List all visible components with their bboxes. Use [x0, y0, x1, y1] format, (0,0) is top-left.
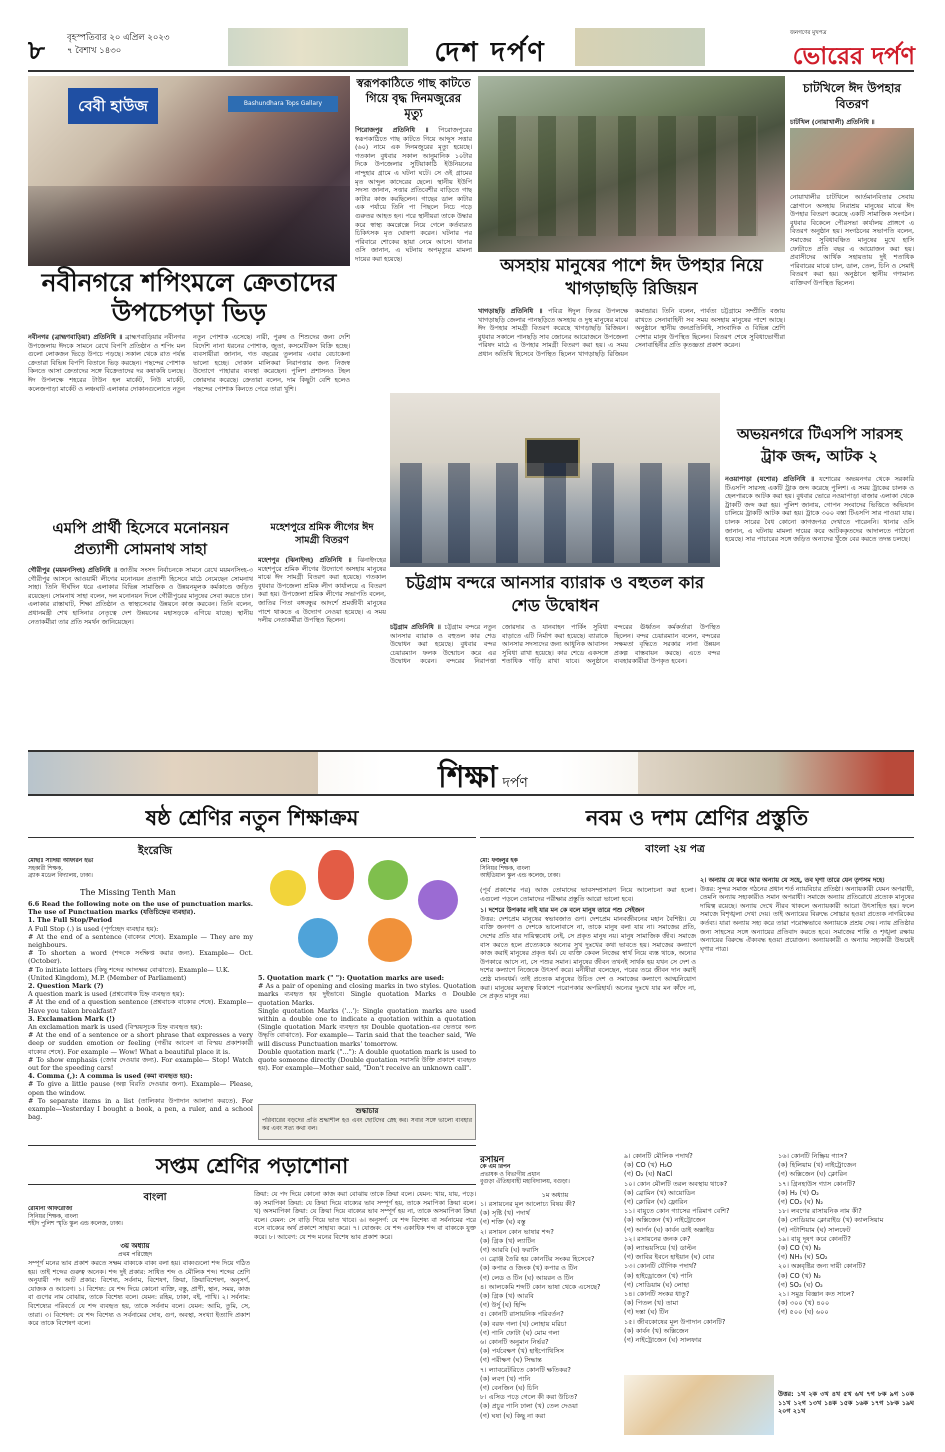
text-line: (ক) প্রচুর পানি ঢালা (খ) তেল দেওয়া	[480, 1402, 578, 1411]
ninth-teacher-role: সিনিয়র শিক্ষক, বাংলা	[480, 865, 530, 872]
text-line: (ক) H₂ (খ) O₂	[778, 1188, 819, 1197]
text-line: (ক) CO (খ) N₂	[778, 1271, 821, 1280]
chem-questions-col3	[778, 1152, 914, 1388]
text-line: ১৮। লবণের রাসায়নিক নাম কী?	[778, 1207, 862, 1216]
text-line: (ক) হাইড্রোজেন (খ) পানি	[624, 1271, 693, 1280]
abhaynagar-byline: নওয়াপাড়া (যশোর) প্রতিনিধি ॥	[725, 475, 815, 483]
ninth-school: আইডিয়াল স্কুল এন্ড কলেজ, ঢাকা।	[480, 873, 561, 879]
ninth-teacher	[480, 858, 680, 884]
khagrachari-photo	[478, 76, 785, 252]
text-line: (গ) বেনজিন (ঘ) চিনি	[480, 1384, 539, 1393]
swarupkathi-byline: পিরোজপুর প্রতিনিধি ॥	[355, 126, 429, 134]
sixth-content	[28, 900, 253, 1138]
chatkhil-body	[790, 193, 914, 419]
date-bangla: ৭ বৈশাখ ১৪৩০	[67, 46, 122, 56]
soldier-figures	[498, 116, 758, 236]
banner-photo-left	[28, 752, 318, 794]
text-line: (গ) সোডিয়াম (ঘ) লোহা	[624, 1280, 689, 1289]
nabinagar-body	[28, 333, 350, 511]
seventh-school: শহীদ পুলিশ স্মৃতি স্কুল এন্ড কলেজ, ঢাকা।	[28, 1221, 123, 1227]
text-line: (গ) অক্সিজেন (ঘ) ক্লোরিন	[778, 1170, 848, 1179]
text-line: ৭। ল্যাবরেটরিতে কোনটি ক্ষতিকর?	[480, 1365, 571, 1374]
text-line: # To give a little pause (অল্প বিরতি দেওয়ার জন্য). Example— Please, open the window.	[28, 1080, 253, 1097]
khagrachari-byline: খাগড়াছড়ি প্রতিনিধি ॥	[478, 307, 543, 315]
text-line: (গ) আরবি (ঘ) ফরাসি	[480, 1246, 539, 1255]
text-line: # At the end of a sentence (বাক্যের শেষে). Example — They are my neighbours.	[28, 932, 253, 950]
sixth-teacher-role: সহকারী শিক্ষক,	[28, 865, 63, 872]
shopping-mall-photo	[28, 76, 350, 266]
crowd-silhouette	[28, 186, 350, 266]
text-line: ৫। কোনটি রাসায়নিক পরিবর্তন?	[480, 1310, 564, 1319]
page-number: ৮	[28, 36, 45, 66]
khagrachari-text: পবিত্র ঈদুল ফিতর উপলক্ষে খাগড়াছড়ি জেলার পানছড়িতে অসহায় ও দুস্থ মানুষের মাঝে ঈদ উপহার সামগ্রী বিতরণ করেছে খাগড়াছড়ি রিজিয়ন। বুধবার সকালে পানছড়ি সাব জোনের আয়োজনে উপজেলা পরিষদ মাঠে এ উপহার সামগ্রী বিতরণ করা হয়। এ সময় প্রধান অতিথি হিসেবে উপস্থিত ছিলেন খাগড়াছড়ি রিজিয়ন কমান্ডার। তিনি বলেন, পার্বত্য চট্টগ্রামে সম্প্রীতি বজায় রাখতে সেনাবাহিনী সব সময় অসহায় মানুষের পাশে আছে। অনুষ্ঠানে স্থানীয় জনপ্রতিনিধি, সাংবাদিক ও বিভিন্ন শ্রেণি পেশার মানুষ উপস্থিত ছিলেন। বিতরণ শেষে সুবিধাভোগীরা সেনাবাহিনীর প্রতি কৃতজ্ঞতা প্রকাশ করেন।	[478, 307, 785, 358]
text-line: (গ) দস্তা (ঘ) টিন	[624, 1308, 669, 1317]
sixth-teacher-name: মোছাঃ সাদিয়া আফরিন ইভা	[28, 858, 94, 864]
text-line: ৬। কোনটি অনুমান নির্ভর?	[480, 1338, 549, 1347]
text-line: (গ) আর্গন (ঘ) কার্বন ডাই অক্সাইড	[624, 1225, 715, 1234]
somnath-text: জাতীয় সংসদ নির্বাচনকে সামনে রেখে ময়মনসিংহ-৩ গৌরীপুর আসনে আওয়ামী লীগের মনোনয়ন প্রত্যাশী হিসেবে মাঠে নেমেছেন সোমনাথ সাহা। তিনি দীর্ঘদিন ধরে এলাকার বিভিন্ন সামাজিক ও উন্নয়নমূলক কর্মকাণ্ডে জড়িত রয়েছেন। সোমনাথ সাহা বলেন, দল মনোনয়ন দিলে গৌরীপুরের মানুষের সেবা করতে চান। এলাকার রাস্তাঘাট, শিক্ষা প্রতিষ্ঠান ও স্বাস্থ্যসেবার উন্নয়নে কাজ করবেন। তিনি বলেন, প্রধানমন্ত্রী শেখ হাসিনার নেতৃত্বে দেশ উন্নয়নের মহাসড়কে এগিয়ে যাচ্ছে। স্থানীয় নেতাকর্মীরা তার প্রতি সমর্থন জানিয়েছেন।	[28, 566, 253, 626]
text-line: # To separate items in a list (তালিকার উপাদান আলাদা করতে). For example—Yesterday I bought a book, a pen, a ruler, and a school bag.	[28, 1096, 253, 1122]
maheshpur-headline: মহেশপুরে শ্রমিক লীগের ঈদ সামগ্রী বিতরণ	[270, 522, 374, 546]
text-line: ১২। রসায়নের জনক কে?	[624, 1234, 691, 1243]
seventh-subject: বাংলা	[143, 1192, 167, 1203]
text-line: An exclamation mark is used (বিস্ময়সূচক চিহ্ন ব্যবহৃত হয়):	[28, 1023, 203, 1032]
chem-questions-col2	[624, 1152, 774, 1372]
text-line: (ক) ব্রোমিন (খ) আয়োডিন	[624, 1188, 696, 1197]
ninth-body-col1	[480, 886, 696, 1150]
text-line: (ক) কপার ও জিংক (খ) কপার ও টিন	[480, 1264, 578, 1273]
text-line: (গ) পরীক্ষণ (ঘ) সিদ্ধান্ত	[480, 1356, 542, 1365]
chem-teacher-name: কে এম রিপন	[480, 1164, 511, 1170]
text-line: ১৩। কোনটি যৌগিক পদার্থ?	[624, 1262, 697, 1271]
somnath-headline: এমপি প্রার্থী হিসেবে মনোনয়ন প্রত্যাশী সোমনাথ সাহা	[52, 519, 229, 558]
masthead-strip	[228, 28, 408, 66]
banner-word-shiksha: শিক্ষা	[438, 760, 498, 795]
text-line: # At the end of a sentence or a short phrase that expresses a very deep or sudden emotion or feeling (গভীর আবেগ বা বিস্ময় প্রকাশকারী বাক্যের শেষে). For example — Wow! What a beautiful place it is.	[28, 1031, 253, 1056]
chatkhil-photo	[790, 128, 914, 190]
masthead-divider	[28, 70, 914, 72]
text-line: (United Kingdom), M.P. (Member of Parliament)	[28, 973, 187, 982]
punctuation-face-3	[368, 860, 408, 900]
ctg-text: চট্টগ্রাম বন্দরে নতুন আনসার ব্যারাক ও বহুতল কার শেড উদ্বোধন করা হয়েছে। বুধবার বন্দর চেয়ারম্যান ফলক উন্মোচন করে এর উদ্বোধন করেন। বন্দরের নিরাপত্তা জোরদার ও যানবাহন পার্কিং সুবিধা বাড়াতে এটি নির্মাণ করা হয়েছে। ব্যারাকে আনসার সদস্যদের জন্য আধুনিক আবাসন সুবিধা রাখা হয়েছে। কার শেডে একসঙ্গে শতাধিক গাড়ি রাখা যাবে। অনুষ্ঠানে বন্দরের ঊর্ধ্বতন কর্মকর্তারা উপস্থিত ছিলেন। বন্দর চেয়ারম্যান বলেন, বন্দরের সক্ষমতা বৃদ্ধিতে সরকার নানা উন্নয়ন প্রকল্প বাস্তবায়ন করছে। এতে বন্দর ব্যবহারকারীরা উপকৃত হবেন।	[390, 623, 720, 666]
ninth-subject: বাংলা ২য় পত্র	[645, 843, 705, 855]
chem-school: বুগুড়া ঐতিহ্যবাহী মহাবিদ্যালয়, বগুড়া।	[480, 1179, 570, 1185]
text-line: # To show emphasis (জোর দেওয়ার জন্য). For example— Stop! Watch out for the speeding cars!	[28, 1055, 253, 1073]
text-line: (ক) CO (খ) N₂	[778, 1244, 821, 1253]
khagrachari-headline: অসহায় মানুষের পাশে ঈদ উপহার নিয়ে খাগড়াছড়ি রিজিয়ন	[500, 256, 763, 299]
text-line: ৯। কোনটি মৌলিক পদার্থ?	[624, 1152, 693, 1160]
seventh-teacher-name: রোমানা আফরোজা	[28, 1206, 73, 1212]
text-line: (ক) সোডিয়াম ক্লোরাইড (খ) ক্যালসিয়াম	[778, 1216, 884, 1225]
text-line: 1. The Full Stop/Period	[28, 916, 113, 925]
seventh-body: সম্পূর্ণ মনের ভাব প্রকাশ করতে সক্ষম বাক্যকে বাক্য বলা হয়। বাক্যগুলো শব্দ দিয়ে গঠিত হয়। তাই শব্দের গুরুত্ব অনেক। শব্দ দুই প্রকার: সাধিত শব্দ ও মৌলিক শব্দ। শব্দের শ্রেণি অনুযায়ী পদ আট প্রকার: বিশেষ্য, সর্বনাম, বিশেষণ, ক্রিয়া, ক্রিয়াবিশেষণ, অনুসর্গ, যোজক ও আবেগ। ১। বিশেষ্য: যে শব্দ দিয়ে কোনো ব্যক্তি, বস্তু, প্রাণী, স্থান, সময়, কাজ বা গুণের নাম বোঝায়, তাকে বিশেষ্য বলে। যেমন: রহিম, ঢাকা, বই, পাখি। ২। সর্বনাম: বিশেষ্যের পরিবর্তে যে শব্দ ব্যবহৃত হয়, তাকে সর্বনাম বলে। যেমন: আমি, তুমি, সে, তারা। ৩। বিশেষণ: যে শব্দ বিশেষ্য ও সর্বনামের দোষ, গুণ, অবস্থা, সংখ্যা ইত্যাদি প্রকাশ করে তাকে বিশেষণ বলে।	[28, 1259, 250, 1328]
banner-photo-right	[638, 752, 914, 794]
text-line: (ক) ৩০০ (খ) ৪০০	[778, 1299, 830, 1308]
nabinagar-headline: নবীনগরে শপিংমলে ক্রেতাদের উপচেপড়া ভিড়	[41, 268, 337, 327]
text-line: (গ) নাইট্রোজেন (ঘ) সালফার	[624, 1336, 702, 1345]
text-line: (গ) CO₂ (ঘ) N₂	[778, 1198, 823, 1207]
text-line: (গ) ঘষা (ঘ) কিছু না করা	[480, 1411, 546, 1420]
ninth-title: নবম ও দশম শ্রেণির প্রস্তুতি	[480, 798, 914, 838]
text-line: ৪। আলকেমি শব্দটি কোন ভাষা থেকে এসেছে?	[480, 1282, 601, 1291]
emoji-illustration	[258, 840, 476, 970]
maheshpur-byline: মহেশপুর (ঝিনাইদহ) প্রতিনিধি ॥	[258, 556, 352, 564]
ctg-headline: চট্টগ্রাম বন্দরে আনসার ব্যারাক ও বহুতল কার শেড উদ্বোধন	[405, 573, 705, 615]
maheshpur-text: ঝিনাইদহের মহেশপুরে শ্রমিক লীগের উদ্যোগে অসহায় মানুষের মাঝে ঈদ সামগ্রী বিতরণ করা হয়েছে। গতকাল বুধবার উপজেলা শ্রমিক লীগ কার্যালয়ে এ বিতরণ করা হয়। উপজেলা শ্রমিক লীগের সভাপতি বলেন, জাতির পিতা বঙ্গবন্ধুর আদর্শে শ্রমজীবী মানুষের পাশে থাকতে এ উদ্যোগ নেওয়া হয়েছে। এ সময় দলীয় নেতাকর্মীরা উপস্থিত ছিলেন।	[258, 556, 386, 625]
text-line: ২। রসায়ন কোন ভাষার শব্দ?	[480, 1227, 554, 1236]
paper-name: ভোরের দর্পণ	[792, 42, 915, 70]
officials	[400, 463, 710, 563]
text-line: (গ) ৫০০ (ঘ) ৬০০	[778, 1308, 829, 1317]
somnath-byline: গৌরীপুর (ময়মনসিংহ) প্রতিনিধি ॥	[28, 566, 118, 574]
punctuation-face-6	[368, 918, 412, 962]
sixth-title: ষষ্ঠ শ্রেণির নতুন শিক্ষাক্রম	[28, 798, 476, 838]
text-line: (গ) শক্তি (ঘ) বস্তু	[480, 1218, 526, 1227]
nabinagar-byline: নবীনগর (ব্রাহ্মণবাড়িয়া) প্রতিনিধি ॥	[28, 333, 123, 341]
date-gregorian: বৃহস্পতিবার ২০ এপ্রিল ২০২৩	[67, 33, 170, 43]
ninth-a1: উত্তর: দেশপ্রেম মানুষের স্বভাবজাত গুণ। দেশপ্রেম মানবজীবনের মহান বৈশিষ্ট্য। যে ব্যক্তি জনগণ ও দেশকে ভালোবাসে না, তাকে মানুষ বলা যায় না। সমাজের প্রতি, দেশের প্রতি যার দায়িত্ববোধ নেই, সে প্রকৃত মানুষ নয়। মানুষ সামাজিক জীব। সমাজে বাস করতে হলে প্রত্যেককে অন্যের সুখ দুঃখের কথা ভাবতে হয়। সমাজের কল্যাণে কাজ করাই মানুষের প্রকৃত ধর্ম। যে ব্যক্তি কেবল নিজের স্বার্থ নিয়ে ব্যস্ত থাকে, অন্যের উপকারে আসে না, সে পশুর সমান। মানুষের জীবন তখনই সার্থক হয় যখন সে দেশ ও দশের কল্যাণে নিজেকে উৎসর্গ করে। মনীষীরা বলেছেন, পরের তরে জীবন দান করাই শ্রেষ্ঠ মানবধর্ম। তাই প্রত্যেক মানুষের উচিত দেশ ও সমাজের কল্যাণে আত্মনিয়োগ করা। মানুষের মনুষ্যত্ব বিকাশে পরোপকার অপরিহার্য। অন্যের দুঃখে যার মন কাঁদে না, সে প্রকৃত মানুষ নয়।	[480, 914, 696, 1001]
punctuation-face-2	[318, 850, 354, 900]
chem-questions-col1	[480, 1200, 620, 1436]
paper-tagline: জনগণের মুখপত্র	[790, 30, 827, 36]
masthead-strip-right	[575, 28, 705, 66]
punctuation-face-4	[418, 880, 458, 920]
text-line: (গ) SO₂ (ঘ) O₂	[778, 1280, 823, 1289]
chem-title: রসায়ন	[480, 1155, 505, 1165]
note-title: শুদ্ধাচার	[355, 1107, 379, 1115]
sixth-subject: ইংরেজি	[138, 844, 172, 857]
text-line: # To initiate letters (কিছু শব্দের আদ্যক্ষর বোঝাতে). Example— U.K.	[28, 965, 230, 974]
text-line: (ক) লবণ (খ) পানি	[480, 1374, 531, 1383]
text-line: (গ) লেড ও টিন (ঘ) আয়রন ও টিন	[480, 1273, 574, 1282]
text-line: Single quotation Marks ('...'): Single quotation marks are used within a double one to indicate a quotation within a quotation (Single quotation Mark ব্যবহৃত হয় Double quotation-এর ভেতরে অন্য উদ্ধৃতি বোঝাতে). For example— Tarin said that the teacher said, 'We will discuss Punctuation marks' tomorrow.	[258, 1006, 476, 1048]
text-line: ১৭। গ্রিনহাউস গ্যাস কোনটি?	[778, 1179, 856, 1188]
swarupkathi-headline: স্বরূপকাঠিতে গাছ কাটতে গিয়ে বৃদ্ধ দিনমজুরের মৃত্যু	[356, 76, 471, 120]
khagrachari-body	[478, 307, 785, 391]
shop-sign: বেবী হাউজ	[68, 88, 158, 124]
text-line: A Full Stop (.) is used (পূর্ণচ্ছেদ ব্যবহার হয়):	[28, 924, 159, 933]
text-line: A question mark is used (প্রশ্নবোধক চিহ্ন ব্যবহৃত হয়):	[28, 990, 185, 999]
banner-title	[383, 753, 583, 793]
text-line: ১৯। বায়ু দূষণ করে কোনটি?	[778, 1234, 851, 1243]
text-line: (ক) পর্যবেক্ষণ (খ) হাইপোথিসিস	[480, 1347, 565, 1356]
text-line: # As a pair of opening and closing marks in two styles. Quotation marks ব্যবহৃত হয় দুইভাবে। Single quotation Marks ও Double quotation Marks.	[258, 982, 476, 1007]
ninth-teacher-name: মো: ফজলুর হক	[480, 858, 518, 864]
nabinagar-text: ব্রাহ্মণবাড়িয়ার নবীনগর উপজেলায় ঈদকে সামনে রেখে বিপণি প্রতিষ্ঠান ও শপিং মল গুলো লোকজন ভিড়ে উপচে পড়ছে। সকাল থেকে রাত পর্যন্ত ক্রেতারা বিভিন্ন বিপণি বিতানে ভিড় করছেন। পছন্দের পোশাক কিনতে আসা ক্রেতাদের সঙ্গে বিক্রেতাদের দর কষাকষি চলছে। ঈদ উপলক্ষে শহরের টাউন হল মার্কেট, নিউ মার্কেট, কলেজপাড়া মার্কেট ও লঞ্চঘাট এলাকার দোকানগুলোতে নতুন নতুন পোশাক এসেছে। নারী, পুরুষ ও শিশুদের জন্য দেশি বিদেশি নানা ধরনের পোশাক, জুতা, কসমেটিকস বিক্রি হচ্ছে। ব্যবসায়ীরা জানান, গত বছরের তুলনায় এবার বেচাকেনা ভালো হচ্ছে। দোকান মালিকরা নিরাপত্তার জন্য নিজস্ব উদ্যোগে পাহারার ব্যবস্থা করেছেন। পুলিশ প্রশাসনও টহল জোরদার করেছে। ক্রেতারা বলেন, দাম কিছুটা বেশি হলেও পছন্দের পোশাক কিনতে পেরে তারা খুশি।	[28, 333, 350, 393]
ninth-body-col2	[700, 842, 914, 1150]
ninth-q1: ১। দশেরে উপকার নাই যার মন কে বলে মানুষ তারে পশু সেইজন	[480, 906, 645, 915]
punctuation-face-1	[270, 870, 306, 906]
sixth-note-box	[258, 1104, 476, 1140]
text-line: (গ) NH₃ (ঘ) SO₂	[778, 1253, 828, 1262]
text-line: ১১। বায়ুতে কোন গ্যাসের পরিমাণ বেশি?	[624, 1207, 730, 1216]
text-line: (ক) পিতল (খ) তামা	[624, 1299, 679, 1308]
seventh-teacher-role: সিনিয়র শিক্ষক, বাংলা	[28, 1213, 78, 1220]
ctg-body	[390, 623, 720, 745]
text-line: ১৪। কোনটি সংকর ধাতু?	[624, 1290, 690, 1299]
swarupkathi-body	[355, 126, 472, 388]
education-banner	[28, 750, 914, 796]
note-text: পরিবারের বড়দের প্রতি শ্রদ্ধাশীল হও এবং ছোটদের স্নেহ কর। সবার সঙ্গে ভালো ব্যবহার কর এবং সত্য কথা বল।	[262, 1117, 472, 1132]
text-line: (গ) জাবির ইবনে হাইয়ান (ঘ) বোর	[624, 1253, 715, 1262]
shop-sign-2: Bashundhara Tops Gallary	[228, 96, 338, 112]
text-line: (ক) গ্রিক (খ) আরবি	[480, 1292, 534, 1301]
chem-teacher-role: প্রভাষক ও বিভাগীয় প্রধান	[480, 1171, 540, 1178]
text-line: 3. Exclamation Mark (!)	[28, 1014, 116, 1023]
text-line: (ক) অক্সিজেন (খ) নাইট্রোজেন	[624, 1216, 706, 1225]
seventh-title: সপ্তম শ্রেণির পড়াশোনা	[28, 1145, 476, 1185]
sixth-school: ব্র্যাক মডেল বিদ্যালয়, ঢাকা।	[28, 873, 93, 879]
lab-illustration	[624, 1375, 774, 1435]
text-line: (ক) গ্রিক (খ) ল্যাটিন	[480, 1236, 536, 1245]
chatkhil-byline: চাটখিল (নোয়াখালী) প্রতিনিধি ॥	[790, 118, 875, 126]
text-line: (ক) CO (খ) H₂O	[624, 1161, 673, 1170]
seventh-body-2: ক্রিয়া: যে পদ দিয়ে কোনো কাজ করা বোঝায় তাকে ক্রিয়া বলে। যেমন: খায়, যায়, পড়ে। ক) সমাপিকা ক্রিয়া: যে ক্রিয়া দিয়ে বাক্যের ভাব সম্পূর্ণ হয়, তাকে সমাপিকা ক্রিয়া বলে। খ) অসমাপিকা ক্রিয়া: যে ক্রিয়া দিয়ে বাক্যের ভাব সম্পূর্ণ হয় না, তাকে অসমাপিকা ক্রিয়া বলে। যেমন: সে বাড়ি গিয়ে ভাত খাবে। ৬। অনুসর্গ: যে শব্দ বিশেষ্য বা সর্বনামের পরে বসে বাক্যের অর্থ প্রকাশে সাহায্য করে। ৭। যোজক: যে শব্দ একাধিক শব্দ বা বাক্যকে যুক্ত করে। ৮। আবেগ: যে শব্দ মনের বিশেষ ভাব প্রকাশ করে।	[254, 1190, 476, 1241]
text-line: (গ) ক্লোরিন (ঘ) ফ্লোরিন	[624, 1198, 688, 1207]
swarupkathi-text: পিরোজপুরের স্বরূপকাঠিতে গাছ কাটতে গিয়ে আব্দুস সত্তার (৬০) নামে এক দিনমজুরের মৃত্যু হয়েছে। গতকাল বুধবার সকাল আনুমানিক ১০টার দিকে উপজেলার সুটিয়াকাঠি ইউনিয়নের নান্দুহার গ্রামে এ ঘটনা ঘটে। সে ওই গ্রামের মৃত আব্দুল কাদেরের ছেলে। স্থানীয় ইউপি সদস্য জানান, সত্তার প্রতিবেশীর বাড়িতে গাছ কাটার কাজ করছিলেন। গাছের ডাল কাটার এক পর্যায়ে তিনি পা পিছলে নিচে পড়ে গুরুতর আহত হন। পরে স্থানীয়রা তাকে উদ্ধার করে স্বাস্থ্য কমপ্লেক্সে নিয়ে গেলে কর্তব্যরত চিকিৎসক মৃত ঘোষণা করেন। ঘটনার পর পরিবারে শোকের ছায়া নেমে আসে। থানার ওসি জানান, এ ঘটনায় অপমৃত্যুর মামলা দায়ের করা হয়েছে।	[355, 126, 472, 263]
sixth-content-col2	[258, 974, 476, 1102]
chatkhil-headline: চাটখিলে ঈদ উপহার বিতরণ	[803, 81, 901, 111]
chem-part: ১ম অধ্যায়	[541, 1191, 569, 1199]
abhaynagar-text: যশোরের অভয়নগর থেকে সরকারি টিএসপি সারসহ একটি ট্রাক জব্দ করেছে পুলিশ। এ সময় ট্রাকের চালক ও হেলপারকে আটক করা হয়। বুধবার ভোরে নওয়াপাড়া বাজার এলাকা থেকে ট্রাকটি জব্দ করা হয়। পুলিশ জানায়, গোপন সংবাদের ভিত্তিতে অভিযান চালিয়ে ট্রাকটি আটক করা হয়। ট্রাকে ৩০০ বস্তা টিএসপি সার পাওয়া যায়। চালক সারের বৈধ কোনো কাগজপত্র দেখাতে পারেননি। থানার ওসি জানান, এ ঘটনায় মামলা দায়ের করে আটককৃতদের আদালতে পাঠানো হয়েছে। সার পাচারের সঙ্গে জড়িত অন্যদের খুঁজে বের করতে তদন্ত চলছে।	[725, 475, 914, 544]
maheshpur-body	[258, 556, 386, 744]
text-line: ১০। কোন মৌলটি তরল অবস্থায় থাকে?	[624, 1179, 728, 1188]
chem-answers: উত্তর: ১খ ২ক ৩খ ৪খ ৫খ ৬খ ৭গ ৮ক ৯গ ১০ক ১১খ ১২গ ১৩খ ১৪ক ১৫ক ১৬ক ১৭গ ১৮ক ১৯ঘ ২০গ ২১খ	[778, 1390, 914, 1416]
banner-word-darpan: দর্পণ	[502, 775, 528, 791]
ninth-a2: উত্তর: সুন্দর সমাজ গঠনের প্রধান শর্ত ন্যায়বিচার প্রতিষ্ঠা। অন্যায়কারী যেমন অপরাধী, তেমনি অন্যায় সহ্যকারীও সমান অপরাধী। সমাজে অন্যায় প্রতিরোধে প্রত্যেক মানুষের দায়িত্ব রয়েছে। অন্যায় দেখে নীরব থাকলে অন্যায়কারী আরো উৎসাহিত হয়। ফলে সমাজে বিশৃঙ্খলা দেখা দেয়। তাই অন্যায়ের বিরুদ্ধে সোচ্চার হওয়া প্রত্যেক নাগরিকের কর্তব্য। যারা অন্যায় সহ্য করে তারা পরোক্ষভাবে অন্যায়কে প্রশ্রয় দেয়। ন্যায় প্রতিষ্ঠার জন্য সাহসের সঙ্গে অন্যায়ের প্রতিবাদ করতে হবে। সমাজের শান্তি ও শৃঙ্খলা রক্ষায় অন্যায়ের বিরুদ্ধে ঐক্যবদ্ধ হওয়া প্রয়োজন। অন্যায়কারী ও অন্যায় সহ্যকারী উভয়েই ঘৃণার পাত্র।	[700, 884, 914, 953]
sixth-story-title: The Missing Tenth Man	[80, 888, 176, 897]
sixth-teacher	[28, 858, 228, 884]
text-line: (ক) কার্বন (খ) অক্সিজেন	[624, 1326, 689, 1335]
text-line: 4. Comma (,): A comma is used (কমা ব্যবহৃত হয়):	[28, 1072, 193, 1081]
text-line: (ক) ল্যাভয়সিয়ে (খ) ডাল্টন	[624, 1244, 697, 1253]
ctg-port-photo	[390, 393, 720, 567]
text-line: Double quotation mark ("..."): A double quotation mark is used to quote someone directly (Double quotation সরাসরি উক্তি প্রকাশে ব্যবহৃত হয়). For example—Mother said, "Don't receive an unknown call".	[258, 1047, 476, 1073]
text-line: ১। রসায়নের মূল আলোচ্য বিষয় কী?	[480, 1200, 576, 1208]
punctuation-face-5	[298, 918, 338, 958]
somnath-body	[28, 566, 253, 744]
abhaynagar-body	[725, 475, 914, 745]
text-line: ৮। এসিড পড়ে গেলে কী করা উচিত?	[480, 1393, 578, 1402]
text-line: 2. Question Mark (?)	[28, 982, 104, 991]
text-line: # At the end of a question sentence (প্রশ্নবাচক বাক্যের শেষে). Example— Have you taken breakfast?	[28, 998, 253, 1015]
text-line: (ক) বরফ গলা (খ) লোহায় মরিচা	[480, 1319, 567, 1328]
text-line: (ক) হিলিয়াম (খ) নাইট্রোজেন	[778, 1161, 857, 1170]
text-line: (গ) উর্দু (ঘ) হিন্দি	[480, 1301, 527, 1310]
ctg-byline: চট্টগ্রাম প্রতিনিধি ॥	[390, 623, 441, 631]
issue-date	[67, 32, 217, 58]
text-line: ১৬। কোনটি নিষ্ক্রিয় গ্যাস?	[778, 1152, 848, 1160]
seventh-teacher	[28, 1206, 228, 1232]
text-line: ১৫। জীবকোষের মূল উপাদান কোনটি?	[624, 1317, 726, 1326]
text-line: ২০। অম্লবৃষ্টির জন্য দায়ী কোনটি?	[778, 1262, 866, 1271]
text-line: # To shorten a word (শব্দকে সংক্ষিপ্ত করার জন্য). Example— Oct. (October).	[28, 949, 253, 966]
abhaynagar-headline: অভয়নগরে টিএসপি সারসহ ট্রাক জব্দ, আটক ২	[736, 425, 903, 465]
text-line: ২১। সমুদ্র বিজ্ঞান কত সালে?	[778, 1290, 855, 1299]
ninth-q2: ২। অন্যায় যে করে আর অন্যায় যে সহে, তব ঘৃণা তারে যেন তৃণসম দহে।	[700, 876, 885, 884]
seventh-chapter: ৩য় অধ্যায়	[120, 1242, 150, 1250]
section-title: দেশ দর্পণ	[434, 37, 546, 68]
ninth-intro: (পূর্ব প্রকাশের পর) আজ তোমাদের ভাবসম্প্রসারণ নিয়ে আলোচনা করা হলো। এগুলো পড়লে তোমাদের পরীক্ষার প্রস্তুতি আরো ভালো হবে।	[480, 886, 696, 903]
text-line: 5. Quotation mark (" "): Quotation marks are used:	[258, 974, 445, 982]
text-line: (গ) O₂ (ঘ) NaCl	[624, 1170, 673, 1179]
text-line: (ক) সৃষ্টি (খ) পদার্থ	[480, 1209, 530, 1218]
seventh-chapter-sub: প্রথম পরিচ্ছেদ	[118, 1251, 152, 1258]
text-line: 6.6 Read the following note on the use of punctuation marks. The use of Punctuation marks (যতিচিহ্নের ব্যবহার).	[28, 900, 253, 917]
text-line: ৩। ব্রোঞ্জ তৈরি হয় কোনটির সংকর হিসেবে?	[480, 1255, 595, 1264]
chatkhil-text: নোয়াখালীর চাটখিলে আর্তমানবিতার সেবায় স্লোগানে অসহায় নিরাশ্রয় মানুষের মাঝে ঈদ উপহার বিতরণ করেছে একটি সামাজিক সংগঠন। বুধবার বিকেলে পৌরসভা কার্যালয় প্রাঙ্গণে এ বিতরণ অনুষ্ঠান হয়। সংগঠনের সভাপতি বলেন, সমাজের সুবিধাবঞ্চিত মানুষের মুখে হাসি ফোটাতে প্রতি বছর এ আয়োজন করা হয়। প্রবাসীদের আর্থিক সহায়তায় দুই শতাধিক পরিবারের মাঝে চাল, ডাল, তেল, চিনি ও সেমাই বিতরণ করা হয়। অনুষ্ঠানে স্থানীয় গণ্যমান্য ব্যক্তিবর্গ উপস্থিত ছিলেন।	[790, 193, 914, 287]
text-line: (গ) পটাশিয়াম (ঘ) সালফেট	[778, 1225, 851, 1234]
text-line: (গ) পানি ফোটা (ঘ) মোম গলা	[480, 1328, 560, 1337]
